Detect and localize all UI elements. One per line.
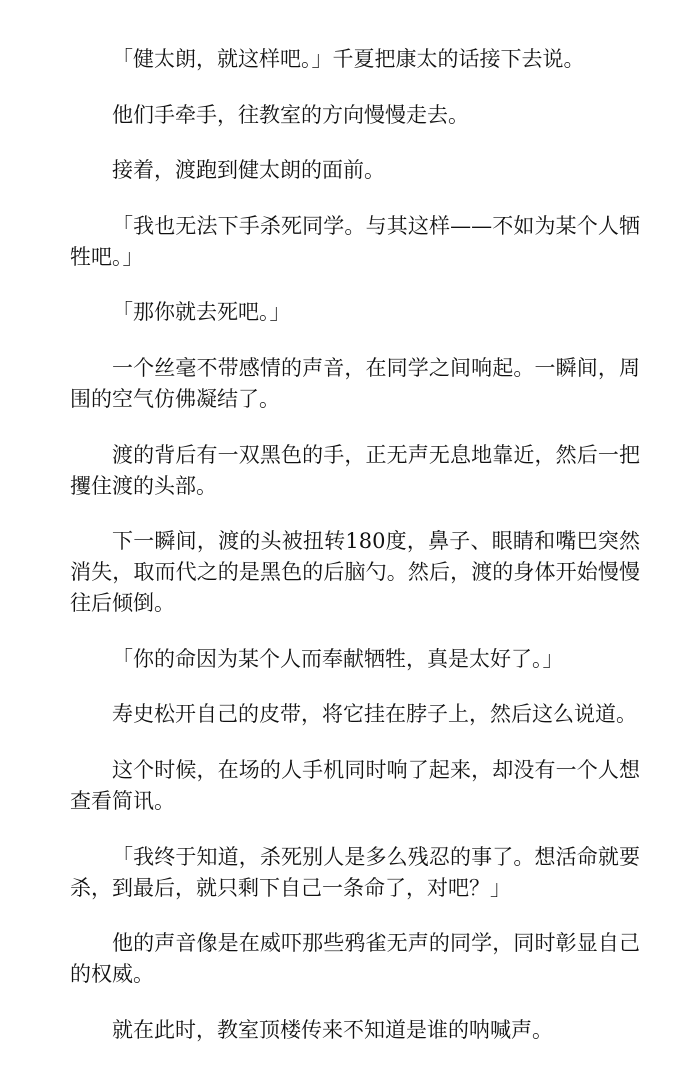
paragraph-2: 他们手牵手，往教室的方向慢慢走去。 — [112, 102, 469, 127]
paragraph-9: 「你的命因为某个人而奉献牺牲，真是太好了。」 — [112, 646, 564, 671]
paragraph-4: 「我也无法下手杀死同学。与其这样——不如为某个人牺牲吧。」 — [70, 213, 640, 269]
paragraph-12: 「我终于知道，杀死别人是多么残忍的事了。想活命就要杀，到最后，就只剩下自己一条命了，对吧？」 — [70, 844, 640, 900]
paragraph-11: 这个时候，在场的人手机同时响了起来，却没有一个人想查看简讯。 — [70, 757, 640, 813]
paragraph-6: 一个丝毫不带感情的声音，在同学之间响起。一瞬间，周围的空气仿佛凝结了。 — [70, 355, 640, 411]
paragraph-8: 下一瞬间，渡的头被扭转180度，鼻子、眼睛和嘴巴突然消失，取而代之的是黑色的后脑勺。然后，渡的身体开始慢慢往后倾倒。 — [70, 529, 640, 616]
paragraph-7: 渡的背后有一双黑色的手，正无声无息地靠近，然后一把攫住渡的头部。 — [70, 442, 640, 498]
paragraph-13: 他的声音像是在威吓那些鸦雀无声的同学，同时彰显自己的权威。 — [70, 931, 640, 987]
paragraph-5: 「那你就去死吧。」 — [112, 300, 291, 325]
paragraph-14: 就在此时，教室顶楼传来不知道是谁的呐喊声。 — [112, 1017, 553, 1042]
document-page — [70, 44, 640, 1070]
paragraph-3: 接着，渡跑到健太朗的面前。 — [112, 158, 385, 183]
paragraph-10: 寿史松开自己的皮带，将它挂在脖子上，然后这么说道。 — [112, 702, 637, 727]
paragraph-1: 「健太朗，就这样吧。」千夏把康太的话接下去说。 — [112, 47, 585, 71]
